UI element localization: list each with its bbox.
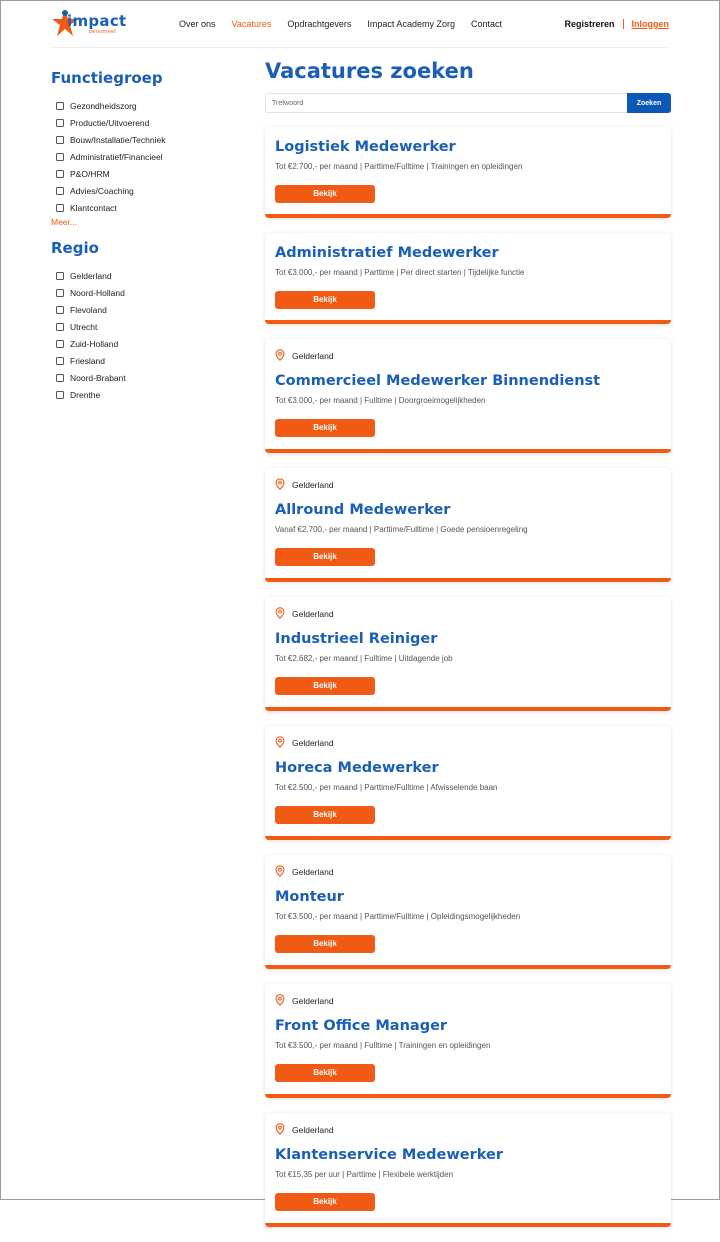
view-job-button[interactable]: Bekijk [275,419,375,437]
checkbox[interactable] [56,289,64,297]
checkbox[interactable] [56,170,64,178]
filter-regio-utrecht[interactable] [51,318,231,335]
filter-functiegroep-administratief-financieel[interactable] [51,148,231,165]
location-pin-icon [275,607,292,621]
checkbox[interactable] [56,153,64,161]
job-title[interactable]: Monteur [275,889,344,905]
view-job-button[interactable]: Bekijk [275,677,375,695]
main-nav [179,19,502,29]
job-title[interactable]: Commercieel Medewerker Binnendienst [275,373,601,389]
filter-label: Drenthe [70,389,101,400]
filter-label: Friesland [70,355,105,366]
filter-regio-drenthe[interactable] [51,386,231,403]
nav-contact[interactable]: Contact [470,19,502,29]
job-location-label: Gelderland [292,996,334,1006]
filter-regio-noord-holland[interactable] [51,284,231,301]
search-bar [265,93,671,113]
checkbox[interactable] [56,136,64,144]
regio-list [51,267,231,403]
search-input[interactable] [265,93,627,113]
filter-functiegroep-gezondheidszorg[interactable] [51,97,231,114]
checkbox[interactable] [56,272,64,280]
filter-regio-gelderland[interactable] [51,267,231,284]
checkbox[interactable] [56,187,64,195]
job-title[interactable]: Horeca Medewerker [275,760,439,776]
filter-label: Advies/Coaching [70,185,134,196]
job-meta: Tot €2.682,- per maand | Fulltime | Uitdagende job [275,654,453,663]
view-job-button[interactable]: Bekijk [275,1064,375,1082]
filter-functiegroep-advies-coaching[interactable] [51,182,231,199]
job-location-label: Gelderland [292,609,334,619]
job-title[interactable]: Allround Medewerker [275,502,451,518]
checkbox[interactable] [56,374,64,382]
nav-over-ons[interactable]: Over ons [179,19,216,29]
job-meta: Tot €2.500,- per maand | Parttime/Fulltime | Afwisselende baan [275,783,498,792]
logo[interactable] [51,7,127,39]
filter-label: Bouw/Installatie/Techniek [70,134,166,145]
nav-impact-academy-zorg[interactable]: Impact Academy Zorg [367,19,455,29]
more-link[interactable]: Meer... [51,217,77,227]
location-pin-icon [275,1123,292,1137]
filter-label: Administratief/Financieel [70,151,163,162]
location-pin-icon [275,736,292,750]
filter-label: P&O/HRM [70,168,110,179]
search-button[interactable]: Zoeken [627,93,671,113]
regio-heading: Regio [51,239,99,257]
job-meta: Tot €3.000,- per maand | Fulltime | Doorgroeimogelijkheden [275,396,486,405]
functiegroep-list [51,97,231,216]
view-job-button[interactable]: Bekijk [275,548,375,566]
page-title: Vacatures zoeken [265,59,474,83]
logo-wordmark: impact [67,12,127,30]
job-location [275,478,661,492]
view-job-button[interactable]: Bekijk [275,185,375,203]
job-location [275,865,661,879]
filter-functiegroep-productie-uitvoerend[interactable] [51,114,231,131]
nav-vacatures[interactable]: Vacatures [231,19,272,29]
job-card [265,233,671,324]
job-location [275,607,661,621]
view-job-button[interactable]: Bekijk [275,1193,375,1211]
job-location [275,736,661,750]
register-link[interactable]: Registreren [564,19,615,29]
checkbox[interactable] [56,204,64,212]
job-title[interactable]: Administratief Medewerker [275,245,499,261]
job-meta: Tot €2.700,- per maand | Parttime/Fulltime | Trainingen en opleidingen [275,162,523,171]
job-card [265,127,671,218]
filter-label: Flevoland [70,304,107,315]
job-location [275,349,661,363]
job-title[interactable]: Klantenservice Medewerker [275,1147,504,1163]
filter-label: Utrecht [70,321,98,332]
job-location [275,1123,661,1137]
job-location [275,994,661,1008]
job-location-label: Gelderland [292,738,334,748]
job-title[interactable]: Logistiek Medewerker [275,139,456,155]
main-content [265,57,671,113]
filter-regio-noord-brabant[interactable] [51,369,231,386]
job-meta: Tot €15,35 per uur | Parttime | Flexibele werktijden [275,1170,454,1179]
job-meta: Tot €3.500,- per maand | Fulltime | Trainingen en opleidingen [275,1041,491,1050]
job-card [265,1113,671,1227]
filter-label: Klantcontact [70,202,117,213]
location-pin-icon [275,994,292,1008]
checkbox[interactable] [56,340,64,348]
checkbox[interactable] [56,119,64,127]
view-job-button[interactable]: Bekijk [275,291,375,309]
logo-tagline: personeel [89,29,116,35]
auth-divider [623,19,624,29]
view-job-button[interactable]: Bekijk [275,935,375,953]
job-title[interactable]: Front Office Manager [275,1018,448,1034]
filter-regio-friesland[interactable] [51,352,231,369]
job-title[interactable]: Industrieel Reiniger [275,631,438,647]
filter-label: Noord-Brabant [70,372,126,383]
location-pin-icon [275,349,292,363]
filter-label: Productie/Uitvoerend [70,117,150,128]
job-location-label: Gelderland [292,867,334,877]
checkbox[interactable] [56,391,64,399]
location-pin-icon [275,478,292,492]
filter-functiegroep-klantcontact[interactable] [51,199,231,216]
job-card [265,339,671,453]
filter-functiegroep-p-o-hrm[interactable] [51,165,231,182]
job-card [265,597,671,711]
filter-label: Gezondheidszorg [70,100,137,111]
job-location-label: Gelderland [292,1125,334,1135]
login-link[interactable]: Inloggen [631,19,669,29]
job-list [265,127,671,1242]
filter-regio-zuid-holland[interactable] [51,335,231,352]
job-card [265,855,671,969]
checkbox[interactable] [56,102,64,110]
filter-functiegroep-bouw-installatie-techniek[interactable] [51,131,231,148]
checkbox[interactable] [56,323,64,331]
job-card [265,468,671,582]
view-job-button[interactable]: Bekijk [275,806,375,824]
nav-opdrachtgevers[interactable]: Opdrachtgevers [287,19,352,29]
site-header [51,1,669,48]
filter-label: Zuid-Holland [70,338,119,349]
job-card [265,726,671,840]
filter-sidebar [51,69,231,403]
filter-regio-flevoland[interactable] [51,301,231,318]
checkbox[interactable] [56,306,64,314]
filter-label: Gelderland [70,270,112,281]
filter-label: Noord-Holland [70,287,125,298]
job-location-label: Gelderland [292,351,334,361]
job-meta: Vanaf €2.700,- per maand | Parttime/Fulltime | Goede pensioenregeling [275,525,528,534]
auth-links [564,19,669,29]
job-location-label: Gelderland [292,480,334,490]
checkbox[interactable] [56,357,64,365]
job-meta: Tot €3.500,- per maand | Parttime/Fulltime | Opleidingsmogelijkheden [275,912,521,921]
job-card [265,984,671,1098]
job-meta: Tot €3.000,- per maand | Parttime | Per direct starten | Tijdelijke functie [275,268,525,277]
location-pin-icon [275,865,292,879]
functiegroep-heading: Functiegroep [51,69,163,87]
